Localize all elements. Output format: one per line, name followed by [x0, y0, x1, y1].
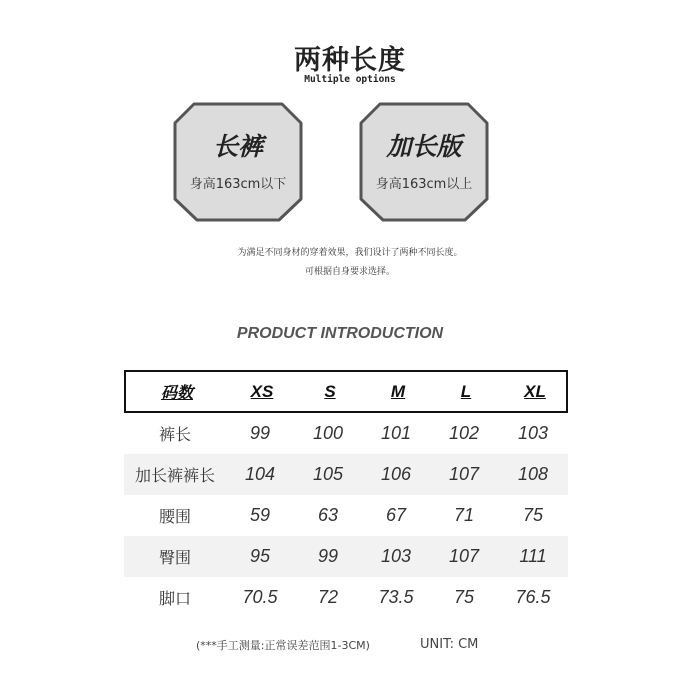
column-header: S	[324, 381, 336, 401]
option-title: 加长版	[386, 132, 462, 161]
table-cell: 59	[249, 505, 271, 525]
column-header: L	[460, 381, 472, 401]
row-label: 脚口	[158, 589, 191, 608]
option-card-long	[358, 101, 490, 223]
table-row	[124, 577, 568, 618]
table-cell: 106	[380, 464, 412, 484]
table-cell: 100	[312, 423, 344, 443]
table-cell: 95	[249, 546, 271, 566]
row-label: 腰围	[158, 507, 191, 526]
table-row	[124, 495, 568, 536]
table-cell: 70.5	[242, 587, 278, 607]
option-description: 身高163cm以下	[189, 177, 287, 192]
measurement-note: (***手工测量:正常误差范围1-3CM)	[196, 639, 370, 652]
table-row	[124, 536, 568, 577]
table-header-row	[124, 370, 568, 413]
table-row	[124, 413, 568, 454]
option-description: 身高163cm以上	[375, 177, 473, 192]
table-cell: 107	[448, 546, 480, 566]
table-cell: 103	[517, 423, 549, 443]
table-cell: 63	[317, 505, 339, 525]
table-cell: 102	[448, 423, 480, 443]
table-cell: 71	[453, 505, 475, 525]
row-label: 臀围	[158, 548, 191, 567]
column-header: XS	[250, 381, 274, 401]
table-cell: 75	[453, 587, 475, 607]
table-cell: 99	[317, 546, 339, 566]
row-label: 加长裤裤长	[134, 466, 215, 485]
table-cell: 104	[244, 464, 276, 484]
table-cell: 73.5	[378, 587, 414, 607]
column-header: M	[390, 381, 406, 401]
table-cell: 67	[385, 505, 407, 525]
column-header: XL	[524, 381, 546, 401]
description-note: 为满足不同身材的穿着效果，我们设计了两种不同长度。	[237, 248, 463, 258]
option-title: 长裤	[212, 132, 263, 161]
table-cell: 105	[312, 464, 344, 484]
column-header: 码数	[160, 383, 193, 402]
page-subtitle: Multiple options	[304, 74, 396, 85]
size-table	[124, 370, 568, 618]
table-cell: 103	[380, 546, 412, 566]
table-cell: 107	[448, 464, 480, 484]
table-cell: 99	[249, 423, 271, 443]
table-cell: 75	[522, 505, 544, 525]
description-note: 可根据自身要求选择。	[304, 267, 395, 277]
unit-label: UNIT: CM	[420, 637, 479, 652]
table-row	[124, 454, 568, 495]
table-cell: 72	[317, 587, 339, 607]
section-heading: PRODUCT INTRODUCTION	[236, 325, 444, 342]
table-cell: 76.5	[515, 587, 551, 607]
row-label: 裤长	[158, 425, 191, 444]
table-cell: 108	[517, 464, 549, 484]
option-card-regular	[172, 101, 304, 223]
table-cell: 101	[380, 423, 412, 443]
table-cell: 111	[519, 546, 547, 566]
page-title: 两种长度	[294, 45, 406, 76]
